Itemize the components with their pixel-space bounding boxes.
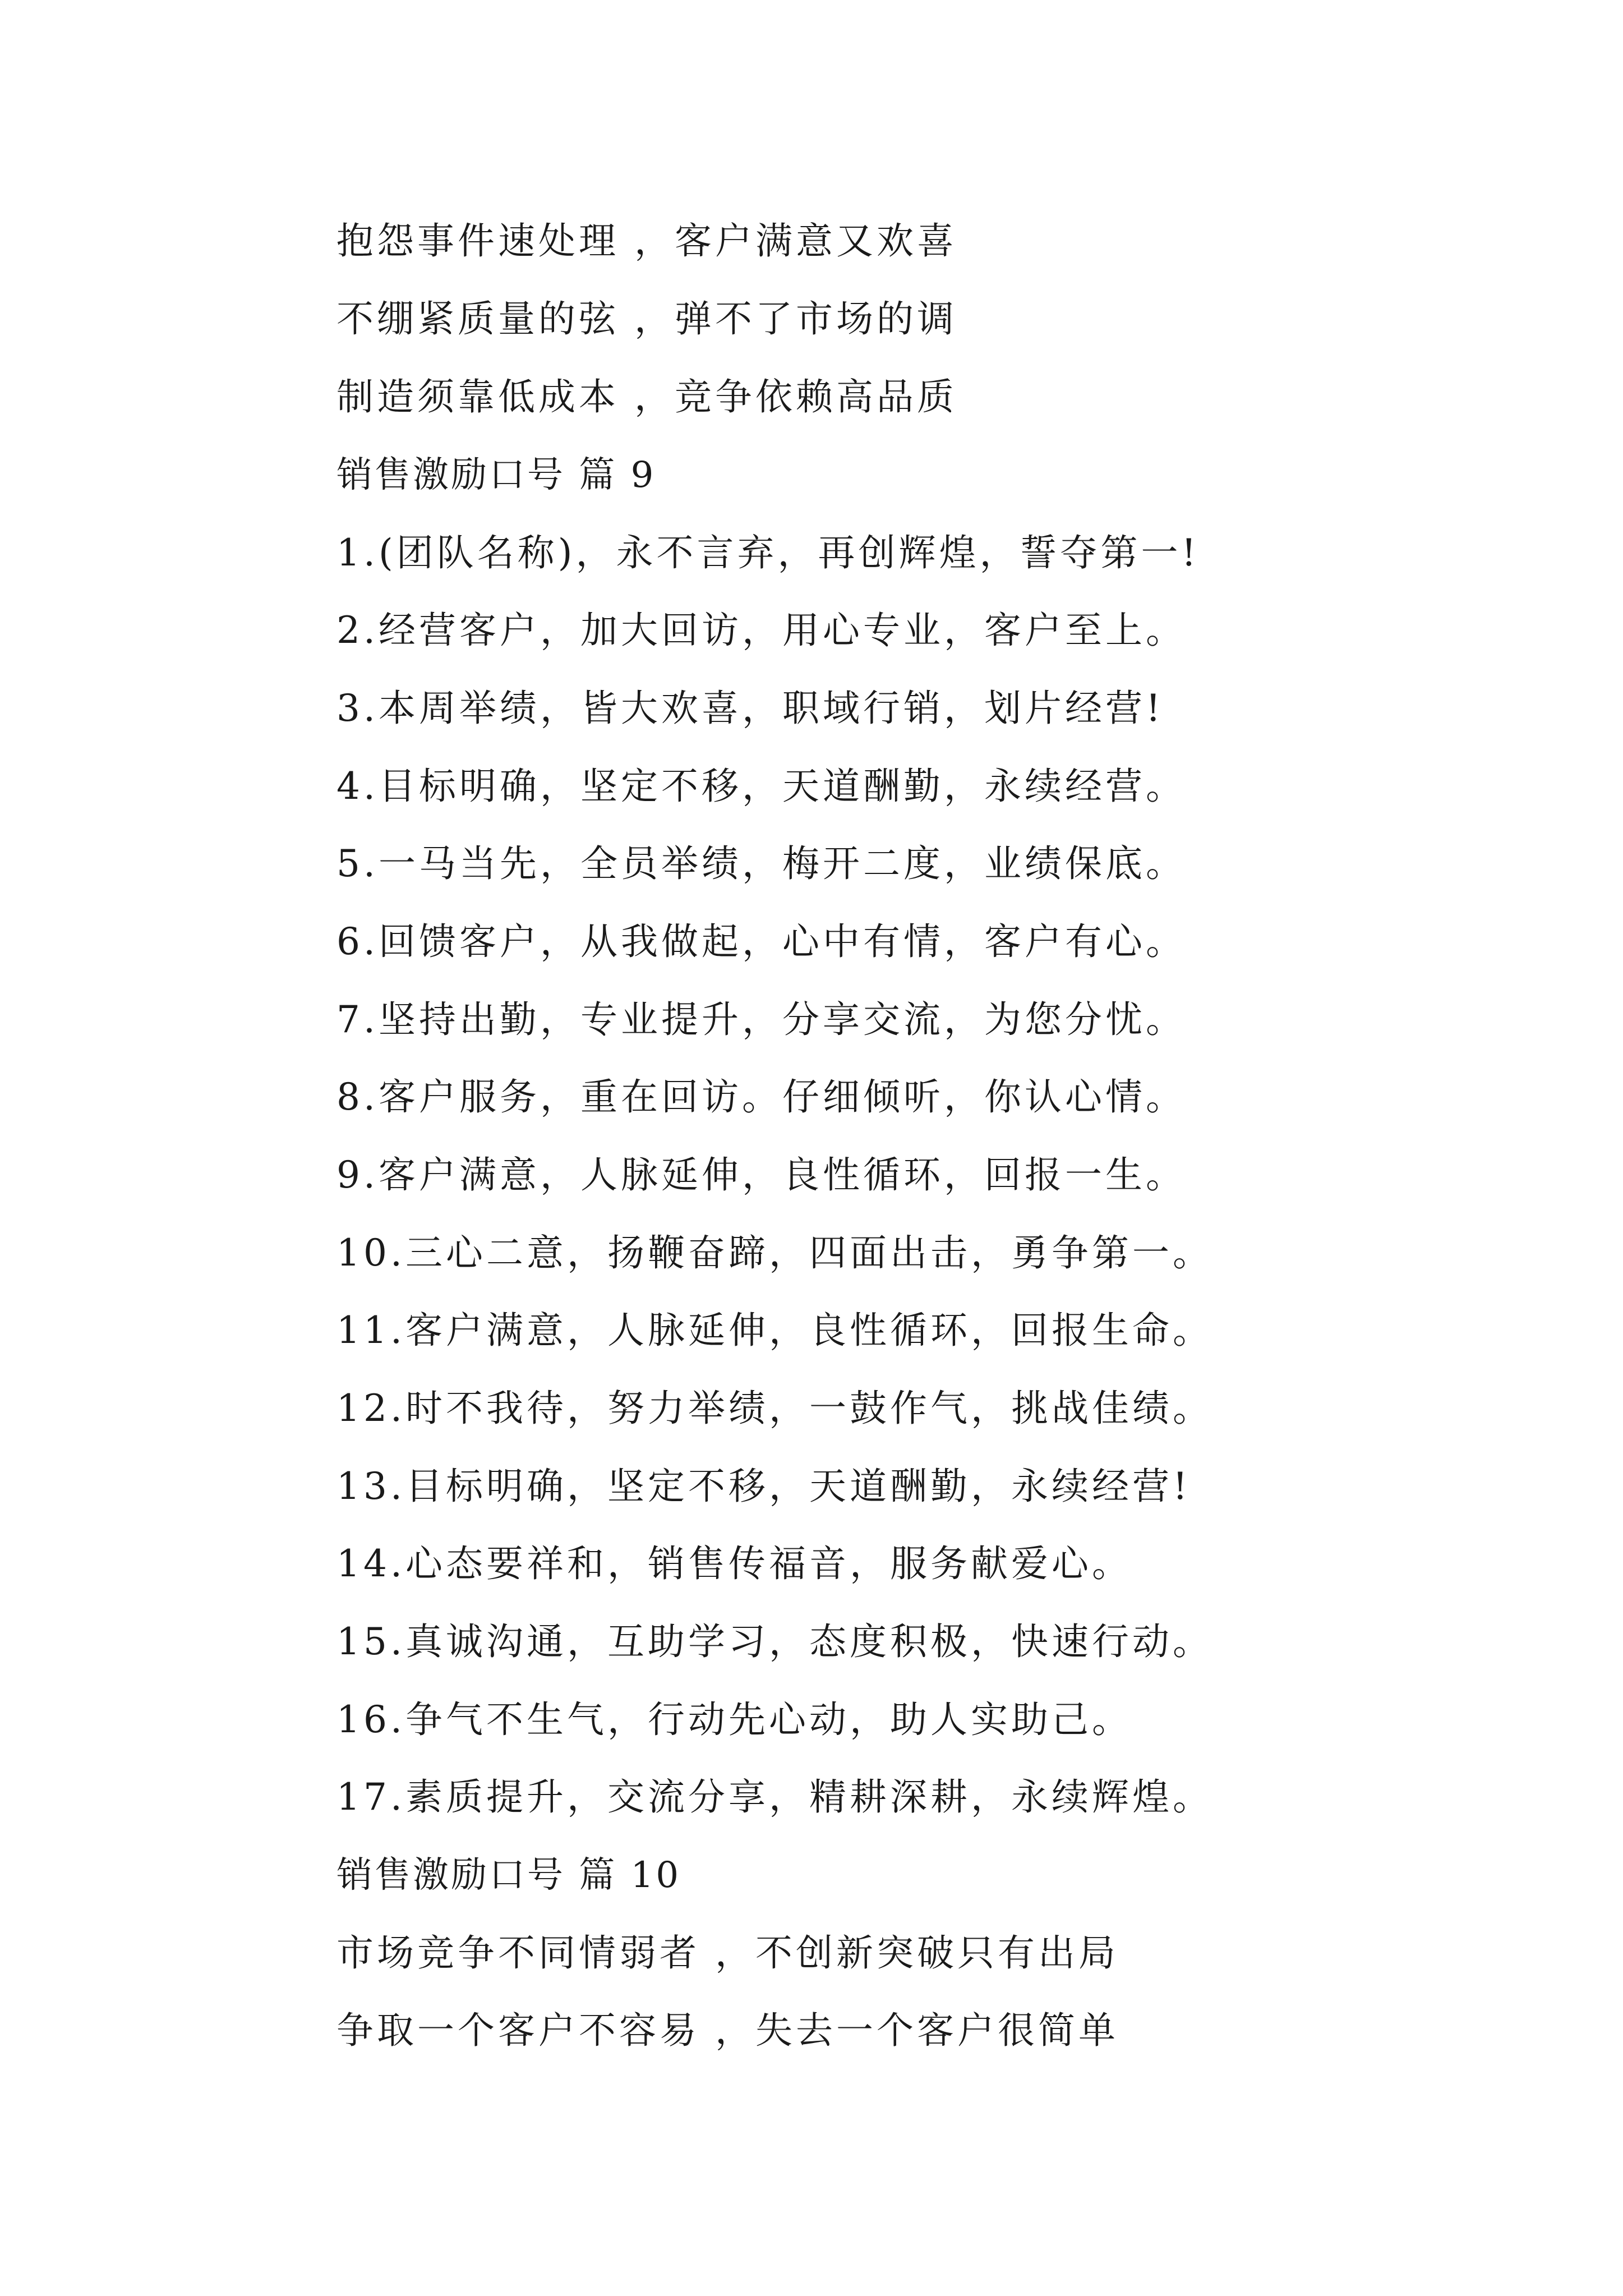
list-item: 3.本周举绩，皆大欢喜，职域行销，划片经营! (336, 687, 1164, 730)
slogan-line: 市场竞争不同情弱者 ，不创新突破只有出局 (336, 1931, 1119, 1975)
section-heading: 销售激励口号 篇 9 (336, 454, 656, 496)
slogan-line: 不绷紧质量的弦 ，弹不了市场的调 (336, 297, 957, 341)
slogan-line: 争取一个客户不容易 ，失去一个客户很简单 (336, 2009, 1119, 2052)
list-item: 15.真诚沟通，互助学习，态度积极，快速行动。 (336, 1620, 1213, 1663)
slogan-line: 制造须靠低成本 ，竞争依赖高品质 (336, 375, 957, 418)
list-item: 12.时不我待，努力举绩，一鼓作气，挑战佳绩。 (336, 1387, 1213, 1430)
list-item: 16.争气不生气，行动先心动，助人实助己。 (336, 1698, 1132, 1741)
list-item: 11.客户满意，人脉延伸，良性循环，回报生命。 (336, 1309, 1213, 1352)
slogan-line: 抱怨事件速处理 ，客户满意又欢喜 (336, 219, 957, 263)
list-item: 13.目标明确，坚定不移，天道酬勤，永续经营! (336, 1465, 1191, 1508)
list-item: 6.回馈客户，从我做起，心中有情，客户有心。 (336, 920, 1186, 963)
list-item: 17.素质提升，交流分享，精耕深耕，永续辉煌。 (336, 1775, 1213, 1819)
list-item: 5.一马当先，全员举绩，梅开二度，业绩保底。 (336, 842, 1186, 885)
list-item: 14.心态要祥和，销售传福音，服务献爱心。 (336, 1542, 1132, 1585)
list-item: 10.三心二意，扬鞭奋蹄，四面出击，勇争第一。 (336, 1231, 1213, 1274)
section-heading: 销售激励口号 篇 10 (336, 1855, 681, 1896)
list-item: 9.客户满意，人脉延伸，良性循环，回报一生。 (336, 1153, 1186, 1197)
list-item: 4.目标明确，坚定不移，天道酬勤，永续经营。 (336, 765, 1186, 808)
list-item: 1.(团队名称)，永不言弃，再创辉煌，誓夺第一! (336, 531, 1200, 574)
list-item: 7.坚持出勤，专业提升，分享交流，为您分忧。 (336, 998, 1186, 1041)
list-item: 2.经营客户，加大回访，用心专业，客户至上。 (336, 609, 1186, 652)
list-item: 8.客户服务，重在回访。仔细倾听，你认心情。 (336, 1075, 1186, 1119)
